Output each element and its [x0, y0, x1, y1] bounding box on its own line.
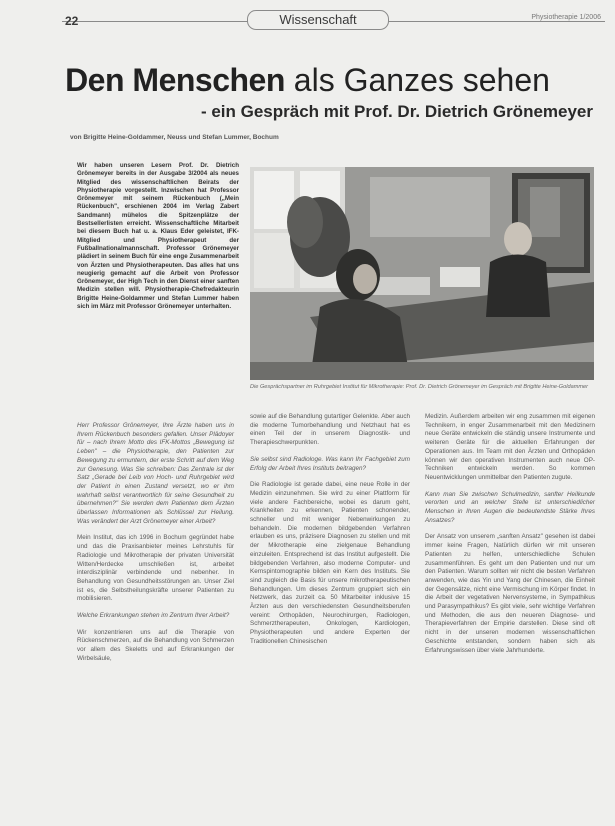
column-1 [77, 422, 234, 672]
column-3 [425, 413, 595, 663]
article-subtitle: - ein Gespräch mit Prof. Dr. Dietrich Grönemeyer [200, 102, 593, 121]
page-number: 22 [65, 14, 79, 28]
paragraph: Kann man Sie zwischen Schulmedizin, sanfter Heilkunde verorten und an welcher Stelle ist unterschiedlicher Menschen in Ihren Augen die bedeutendste Stärke Ihres Ansatzes? [425, 490, 595, 524]
title-light: als Ganzes sehen [284, 62, 550, 98]
title-bold: Den Menschen [65, 62, 285, 98]
byline: von Brigitte Heine-Goldammer, Neuss und Stefan Lummer, Bochum [70, 134, 279, 141]
paragraph: Welche Erkrankungen stehen im Zentrum Ihrer Arbeit? [77, 612, 230, 620]
paragraph: Der Ansatz von unserem „sanften Ansatz" gesehen ist dabei immer keine Fragen, Natürlich dürfen wir mit unseren Patienten zu helfen, unterschiedliche Schulen zusammenführen. Es geht um den Patienten und nur um den Patienten. Warum sollten wir nicht die besten Verfahren anwenden, wie das Yin und Yang der Chinesen, die Einheit der Gegensätze, nicht eine Vermischung im Körper findet. In die Arbeit der vegetativen Nervensysteme, in Sympathikus und Parasympathikus? Es gibt viele, sehr wichtige Verfahren und Methoden, die aus den neueren Diagnose- und Therapieverfahren der Empirie darstellen. Diese sind oft nicht in der unseren modernen wissenschaftlichen Geschichte entstanden, sondern haben sich als Erfahrungswissen über viele Jahrhunderte. [425, 533, 595, 654]
section-label: Wissenschaft [247, 10, 389, 30]
photo-caption: Die Gesprächspartner im Ruhrgebiet Institut für Mikrotherapie: Prof. Dr. Dietrich Grönemeyer im Gespräch mit Brigitte Heine-Goldammer [250, 384, 589, 390]
paragraph: Sie selbst sind Radiologe. Was kann Ihr Fachgebiet zum Erfolg der Arbeit Ihres Instituts beitragen? [250, 455, 410, 472]
paragraph: sowie auf die Behandlung gutartiger Gelenkte. Aber auch die moderne Tumorbehandlung und Netzhaut hat es einen Teil der in unserem Diagnostik- und Therapieschwerpunkten. [250, 413, 410, 447]
interview-photo-illustration [250, 167, 594, 380]
paragraph: Herr Professor Grönemeyer, Ihre Ärzte haben uns in Ihrem Rückenbuch besonders gefallen. Unser Plädoyer für – nach Ihrem Motto des IFK-Mottos „Bewegung ist Leben" – die Physiotherapie, den Patienten zur Bewegung zu ermuntern, der erste Schritt auf dem Weg zur Genesung. Was Sie schreiben: Das Zentrale ist der Satz „Gerade bei Leib von Hoch- und Ruhrgebiet wird der Patient in einen Zustand versetzt, wo er ihm wahrhaft selbst verantwortlich für seine Gesundheit zu übernehmen?" Sie werden dem Patienten dem Ärzten überlassen Informationen als Schlüssel zur Heilung. Was verändert der Arzt Grönemeyer einer Arbeit? [77, 422, 234, 525]
paragraph: Wir konzentrieren uns auf die Therapie von Rückenschmerzen, auf die Behandlung von Schmerzen vor allem des Skeletts und auf Erkrankungen der Wirbelsäule, [77, 628, 234, 662]
paragraph: Medizin. Außerdem arbeiten wir eng zusammen mit eigenen Technikern, in enger Zusammenarbeit mit den Medizinern neue Geräte entwickeln die ständig unsere Instrumente und weiteren Geräte für die aktuellen Erfahrungen der Operationen aus. Im Team mit den Ärzten und Orthopäden können wir den operativen Instrumenten auch neue OP-Techniken entwickeln werden. So kommen Neuentwicklungen unmittelbar den Patienten zugute. [425, 413, 595, 481]
article-title [0, 62, 615, 99]
paragraph: Mein Institut, das ich 1996 in Bochum gegründet habe und das die Praxisanbieter meines Lehrstuhls für Radiologie und Mikrotherapie der privaten Universität Witten/Herdecke umschließen ist, arbeitet interdisziplinär verbindende und nebenher. In Behandlung von Gesundheitsstörungen an. Unser Ziel ist es, die Selbstheilungskräfte unserer Patienten zu mobilisieren. [77, 534, 234, 603]
journal-issue: Physiotherapie 1/2006 [531, 14, 601, 21]
interview-photo [250, 167, 594, 380]
column-2 [250, 413, 410, 655]
paragraph: Die Radiologie ist gerade dabei, eine neue Rolle in der Medizin einzunehmen. Sie wird zu einer Plattform für viele andere Fachbereiche, wobei es darum geht, Krankheiten zu erkennen, Patienten schonender, schneller und mit weniger Nebenwirkungen zu behandeln. Die modernen bildgebenden Verfahren erlauben es uns, präzisere Diagnosen zu stellen und mit der Mikrotherapie eine zielgenaue Behandlung einzuleiten. Entsprechend ist das Institut aufgestellt. Die bildgebenden Verfahren, also moderne Computer- und Kernspintomographie bilden ein Kern des Instituts. Sie sind zugleich die Basis für unsere mikrotherapeutischen Behandlungen. Um dieses Zentrum gruppiert sich ein Netzwerk, das zurzeit ca. 50 Mitarbeiter inklusive 15 Ärzten aus den verschiedensten Gesundheitsberufen vereint: Orthopäden, Neurochirurgen, Radiologen, Schmerztherapeuten, Onkologen, Kardiologen, Physiotherapeuten und andere Experten der Traditionellen Chinesischen [250, 481, 410, 645]
intro-paragraph: Wir haben unseren Lesern Prof. Dr. Dietrich Grönemeyer bereits in der Ausgabe 3/2004 als neues Mitglied des wissenschaftlichen Beirats der Physiotherapie vorgestellt. Inzwischen hat Professor Grönemeyer mit seinem Rückenbuch („Mein Rückenbuch", erschienen 2004 im Verlag Zabert Sandmann) mühelos die Spitzenplätze der Bestsellerlisten erreicht. Wissenschaftliche Mitarbeit bei diesem Buch hat u. a. Klaus Eder geleistet, IFK-Mitglied und Physiotherapeut der Fußballnationalmannschaft. Professor Grönemeyer plädiert in seinem Buch für eine enge Zusammenarbeit von Ärzten und Physiotherapeuten. Das alles hat uns neugierig gemacht auf die Arbeit von Professor Grönemeyer, der High Tech in den Dienst einer sanften Medizin stellen will. Physiotherapie-Chefredakteurin Brigitte Heine-Goldammer und Stefan Lummer haben sich im März mit Professor Grönemeyer unterhalten. [77, 162, 239, 311]
